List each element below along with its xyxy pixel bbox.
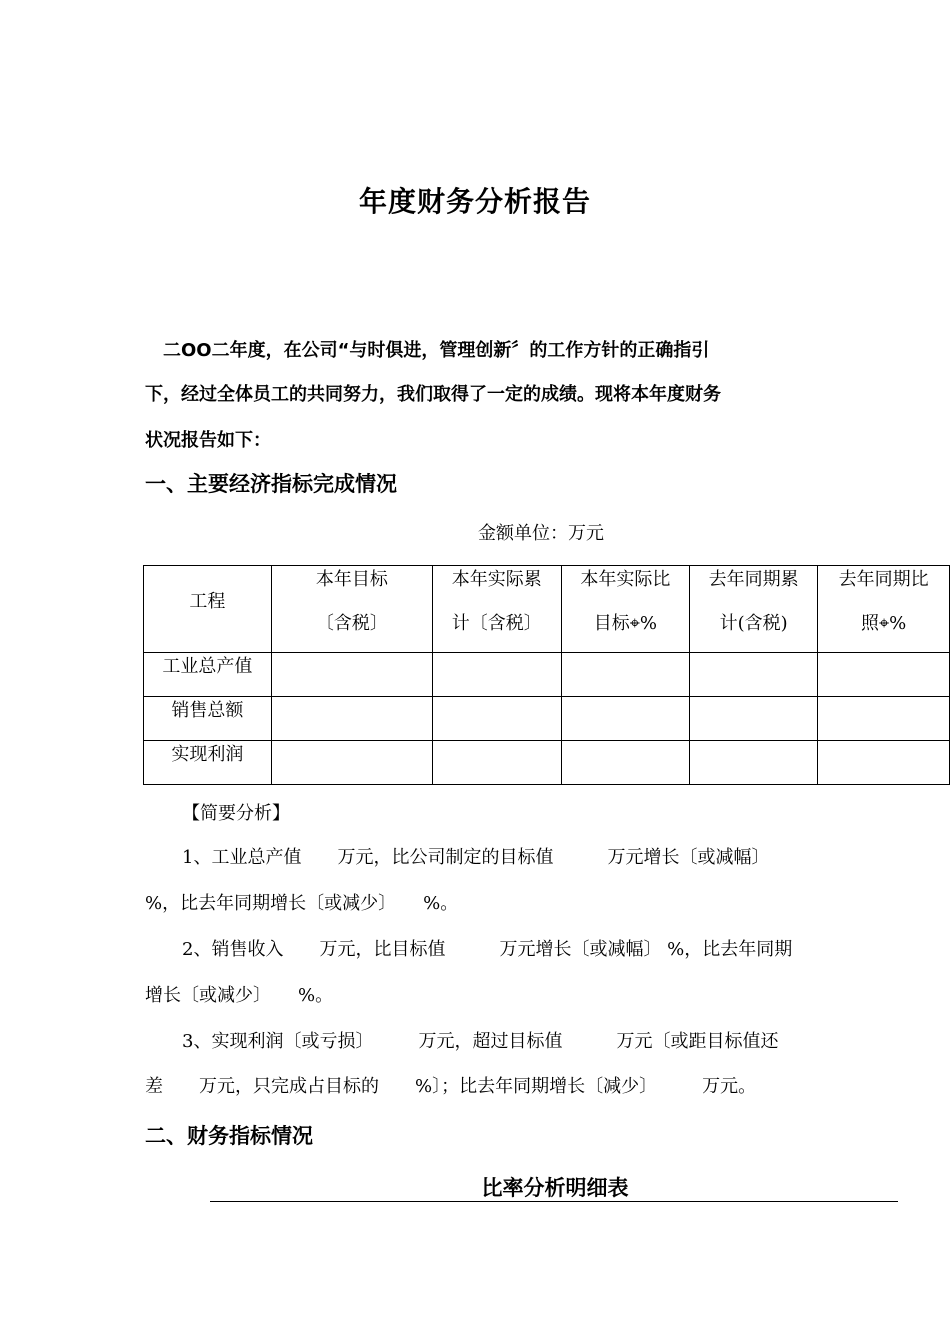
amount-unit-label: 金额单位：万元 <box>478 523 604 544</box>
table-cell <box>271 653 432 697</box>
header-label: 计〔含税〕 <box>451 613 542 634</box>
table-cell <box>818 653 950 697</box>
table-row <box>144 653 950 697</box>
table-cell <box>271 741 432 785</box>
intro-line-2: 下，经过全体员工的共同努力，我们取得了一定的成绩。现将本年度财务 <box>145 384 721 405</box>
table-cell <box>271 697 432 741</box>
row-label: 销售总额 <box>144 697 272 741</box>
header-label: 本年实际比 <box>580 569 671 590</box>
table-cell <box>690 741 818 785</box>
table-cell <box>690 697 818 741</box>
analysis-item-1-line-1: 1、工业总产值 万元，比公司制定的目标值 万元增长〔或减幅〕 <box>182 847 770 868</box>
ratio-table-title: 比率分析明细表 <box>481 1176 629 1200</box>
header-cell-item <box>144 566 272 653</box>
section-heading-1: 一、主要经济指标完成情况 <box>145 472 397 496</box>
header-label: 工程 <box>189 591 226 612</box>
analysis-item-2-line-1: 2、销售收入 万元，比目标值 万元增长〔或减幅〕 %，比去年同期 <box>182 939 793 960</box>
intro-line-1: 二OO二年度，在公司“与时俱进，管理创新〞的工作方针的正确指引 <box>163 340 710 361</box>
header-cell-target <box>271 566 432 653</box>
table-cell <box>432 697 561 741</box>
header-label: 本年实际累 <box>451 569 542 590</box>
row-label: 工业总产值 <box>144 653 272 697</box>
ratio-table-top-rule <box>210 1201 898 1202</box>
header-cell-last-year <box>690 566 818 653</box>
header-label: 照⌖% <box>861 613 907 634</box>
header-label: 计(含税) <box>719 613 788 634</box>
table-cell <box>561 653 689 697</box>
table-cell <box>432 653 561 697</box>
page-title: 年度财务分析报告 <box>358 185 591 218</box>
header-label: 本年目标 <box>315 569 388 590</box>
table-cell <box>432 741 561 785</box>
header-cell-last-year-compare <box>818 566 950 653</box>
header-label: 去年同期比 <box>838 569 929 590</box>
table-header-row <box>144 566 950 653</box>
table-cell <box>690 653 818 697</box>
header-label: 目标⌖% <box>593 613 657 634</box>
table-cell <box>818 741 950 785</box>
header-label: 去年同期累 <box>708 569 799 590</box>
header-cell-actual-vs-target <box>561 566 689 653</box>
row-label: 实现利润 <box>144 741 272 785</box>
intro-line-3: 状况报告如下： <box>145 430 271 451</box>
analysis-item-1-line-2: %，比去年同期增长〔或减少〕 %。 <box>145 893 459 914</box>
indicator-table <box>143 565 950 785</box>
table-cell <box>561 741 689 785</box>
analysis-title: 【简要分析】 <box>182 803 290 824</box>
section-heading-2: 二、财务指标情况 <box>145 1124 313 1148</box>
table-cell <box>561 697 689 741</box>
analysis-item-2-line-2: 增长〔或减少〕 %。 <box>145 985 334 1006</box>
analysis-item-3-line-2: 差 万元，只完成占目标的 %〕；比去年同期增长〔减少〕 万元。 <box>145 1076 757 1097</box>
header-label: 〔含税〕 <box>315 613 388 634</box>
table-cell <box>818 697 950 741</box>
header-cell-actual <box>432 566 561 653</box>
table-row <box>144 741 950 785</box>
analysis-item-3-line-1: 3、实现利润〔或亏损〕 万元，超过目标值 万元〔或距目标值还 <box>182 1031 779 1052</box>
table-row <box>144 697 950 741</box>
